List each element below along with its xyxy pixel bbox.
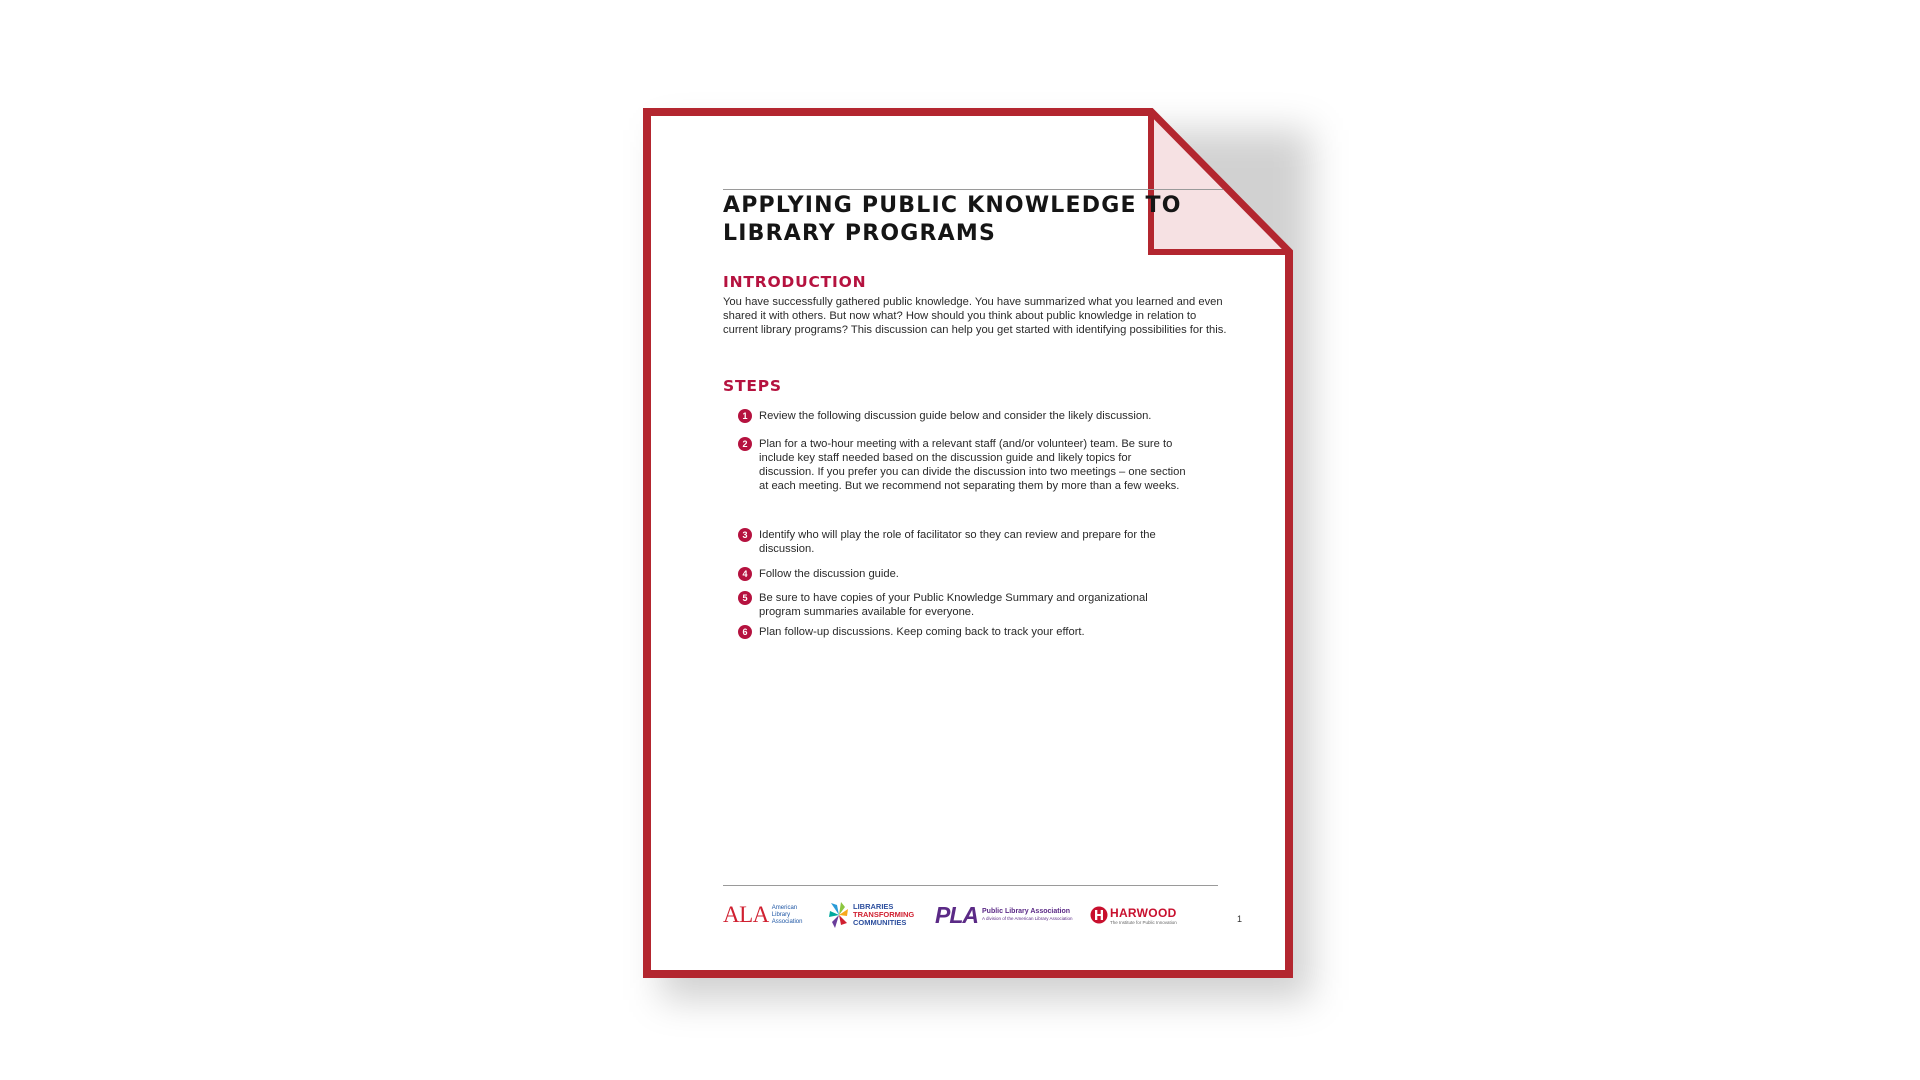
step-text: Plan for a two-hour meeting with a relevant staff (and/or volunteer) team. Be sure to include key staff needed based on the discussion guide and likely topics for discussion. If you prefer you can divide the discussion into two meetings – one section at each meeting. But we recommend not separating them by more than a few weeks.	[759, 438, 1186, 492]
step-number-badge: 3	[738, 528, 752, 542]
harwood-h-icon	[1090, 906, 1108, 924]
document-thumbnail[interactable]	[643, 108, 1293, 978]
title-line-1: APPLYING PUBLIC KNOWLEDGE TO	[723, 193, 1182, 218]
page-number: 1	[1237, 914, 1243, 924]
introduction-heading: INTRODUCTION	[723, 273, 867, 291]
footer-logos	[723, 896, 1223, 936]
title-line-2: LIBRARY PROGRAMS	[723, 221, 996, 246]
step-number-badge: 1	[738, 409, 752, 423]
step-item	[738, 528, 1198, 556]
step-number-badge: 5	[738, 591, 752, 605]
ltc-logo	[829, 896, 914, 934]
step-text: Follow the discussion guide.	[759, 568, 899, 580]
step-text: Identify who will play the role of facilitator so they can review and prepare for the discussion.	[759, 529, 1156, 555]
harwood-logo	[1090, 896, 1177, 934]
step-text: Be sure to have copies of your Public Knowledge Summary and organizational program summaries available for everyone.	[759, 592, 1148, 618]
step-number-badge: 2	[738, 437, 752, 451]
document-title	[723, 192, 1243, 248]
ltc-flower-icon	[829, 901, 849, 929]
harwood-logo-text: HARWOOD The Institute for Public Innovation	[1110, 905, 1177, 925]
document-page	[643, 108, 1293, 978]
step-number-badge: 6	[738, 625, 752, 639]
ala-logo-mark: ALA	[723, 902, 769, 927]
pla-logo	[935, 896, 1073, 934]
step-text: Plan follow-up discussions. Keep coming back to track your effort.	[759, 626, 1085, 638]
ala-logo	[723, 896, 802, 934]
title-rule	[723, 189, 1223, 190]
ala-logo-text: American Library Association	[771, 904, 803, 925]
ltc-logo-text: LIBRARIES TRANSFORMING COMMUNITIES	[853, 902, 915, 927]
step-item	[738, 567, 1198, 581]
step-item	[738, 409, 1198, 423]
steps-heading: STEPS	[723, 377, 782, 395]
pla-logo-text: Public Library Association A division of the American Library Association	[982, 908, 1073, 921]
step-number-badge: 4	[738, 567, 752, 581]
introduction-text: You have successfully gathered public knowledge. You have summarized what you learned and even shared it with others. But now what? How should you think about public knowledge in relation to current library programs? This discussion can help you get started with identifying possibilities for this.	[723, 296, 1227, 336]
step-item	[738, 625, 1198, 639]
step-item	[738, 591, 1198, 619]
step-text: Review the following discussion guide below and consider the likely discussion.	[759, 410, 1152, 422]
step-item	[738, 437, 1198, 493]
pla-logo-mark: PLA	[935, 901, 978, 928]
footer-rule	[723, 885, 1218, 886]
